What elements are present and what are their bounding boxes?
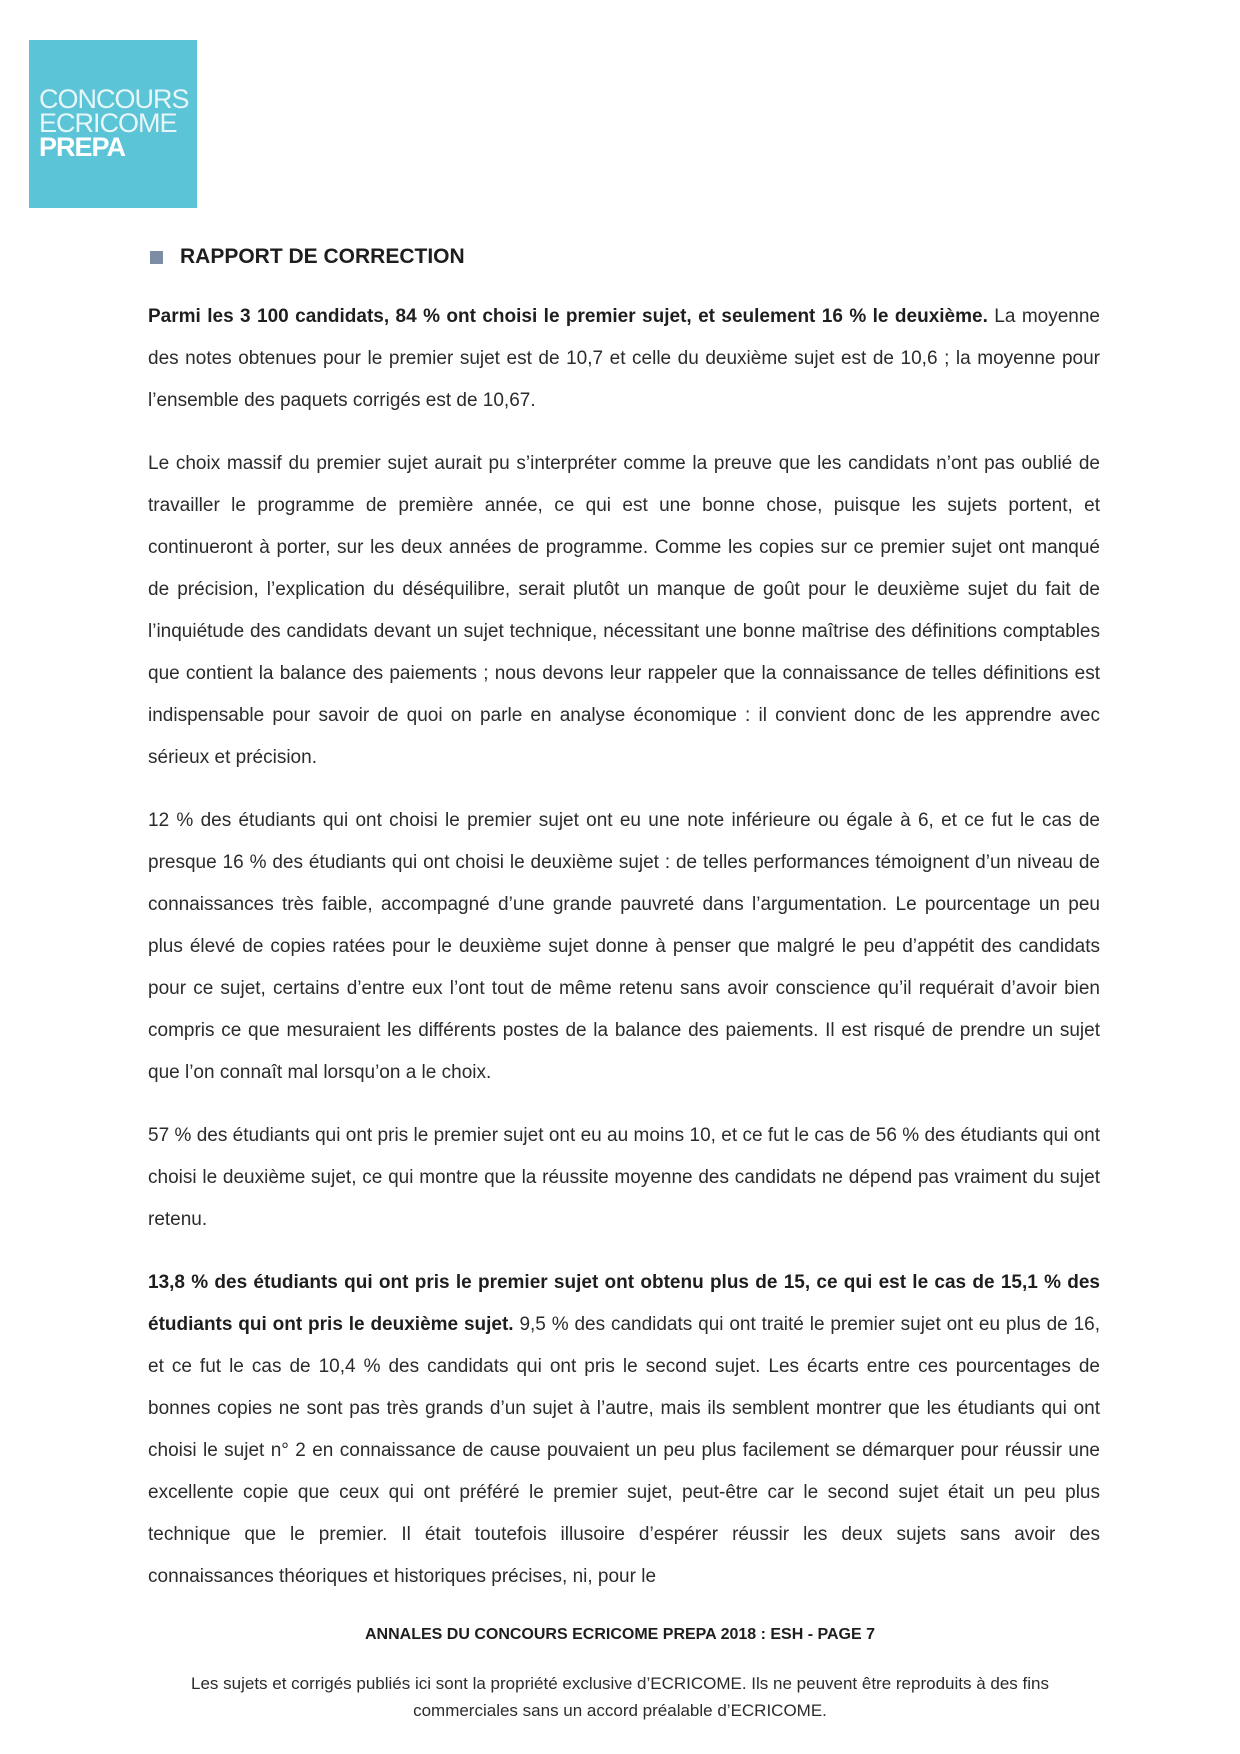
footer-title: ANNALES DU CONCOURS ECRICOME PREPA 2018 : ESH - PAGE 7	[364, 1626, 875, 1643]
paragraph-5-text: 9,5 % des candidats qui ont traité le premier sujet ont eu plus de 16, et ce fut le cas de 10,4 % des candidats qui ont pris le second sujet. Les écarts entre ces pourcentages de bonnes copies ne sont pas très grands d’un sujet à l’autre, mais ils semblent montrer que les étudiants qui ont choisi le sujet n° 2 en connaissance de cause pouvaient un peu plus facilement se démarquer pour réussir une excellente copie que ceux qui ont préféré le premier sujet, peut-être car le second sujet était un peu plus technique que le premier. Il était toutefois illusoire d’espérer réussir les deux sujets sans avoir des connaissances théoriques et historiques précises, ni, pour le	[148, 1314, 1100, 1587]
paragraph-2	[148, 443, 1100, 779]
section-heading	[150, 245, 465, 269]
paragraph-1-bold: Parmi les 3 100 candidats, 84 % ont choisi le premier sujet, et seulement 16 % le deuxième.	[148, 306, 988, 327]
paragraph-4-text: 57 % des étudiants qui ont pris le premier sujet ont eu au moins 10, et ce fut le cas de 56 % des étudiants qui ont choisi le deuxième sujet, ce qui montre que la réussite moyenne des candidats ne dépend pas vraiment du sujet retenu.	[148, 1125, 1100, 1230]
paragraph-5-bold: 13,8 % des étudiants qui ont pris le premier sujet ont obtenu plus de 15, ce qui est le cas de 15,1 % des étudiants qui ont pris le deuxième sujet.	[148, 1272, 1100, 1335]
square-bullet-icon	[150, 251, 163, 264]
paragraph-3	[148, 800, 1100, 1094]
paragraph-1	[148, 296, 1100, 422]
paragraph-3-text: 12 % des étudiants qui ont choisi le premier sujet ont eu une note inférieure ou égale à 6, et ce fut le cas de presque 16 % des étudiants qui ont choisi le deuxième sujet : de telles performances témoignent d’un niveau de connaissances très faible, accompagné d’une grande pauvreté dans l’argumentation. Le pourcentage un peu plus élevé de copies ratées pour le deuxième sujet donne à penser que malgré le peu d’appétit des candidats pour ce sujet, certains d’entre eux l’ont tout de même retenu sans avoir conscience qu’il requérait d’avoir bien compris ce que mesuraient les différents postes de la balance des paiements. Il est risqué de prendre un sujet que l’on connaît mal lorsqu’on a le choix.	[148, 810, 1100, 1083]
paragraph-5	[148, 1262, 1100, 1598]
footer-copyright-note: Les sujets et corrigés publiés ici sont la propriété exclusive d’ECRICOME. Ils ne peuvent être reproduits à des fins commerciales sans un accord préalable d’ECRICOME.	[191, 1674, 1049, 1720]
logo-text-ecricome: ECRICOME	[39, 108, 177, 138]
paragraph-4	[148, 1115, 1100, 1241]
report-body	[148, 296, 1100, 1619]
ecricome-logo	[29, 40, 197, 208]
section-title: RAPPORT DE CORRECTION	[180, 245, 465, 268]
logo-text-concours: CONCOURS	[39, 84, 189, 114]
paragraph-2-text: Le choix massif du premier sujet aurait pu s’interpréter comme la preuve que les candidats n’ont pas oublié de travailler le programme de première année, ce qui est une bonne chose, puisque les sujets portent, et continueront à porter, sur les deux années de programme. Comme les copies sur ce premier sujet ont manqué de précision, l’explication du déséquilibre, serait plutôt un manque de goût pour le deuxième sujet du fait de l’inquiétude des candidats devant un sujet technique, nécessitant une bonne maîtrise des définitions comptables que contient la balance des paiements ; nous devons leur rappeler que la connaissance de telles définitions est indispensable pour savoir de quoi on parle en analyse économique : il convient donc de les apprendre avec sérieux et précision.	[148, 453, 1100, 768]
logo-text-prepa: PREPA	[39, 132, 126, 162]
paragraph-1-text: La moyenne des notes obtenues pour le premier sujet est de 10,7 et celle du deuxième sujet est de 10,6 ; la moyenne pour l’ensemble des paquets corrigés est de 10,67.	[148, 306, 1100, 411]
